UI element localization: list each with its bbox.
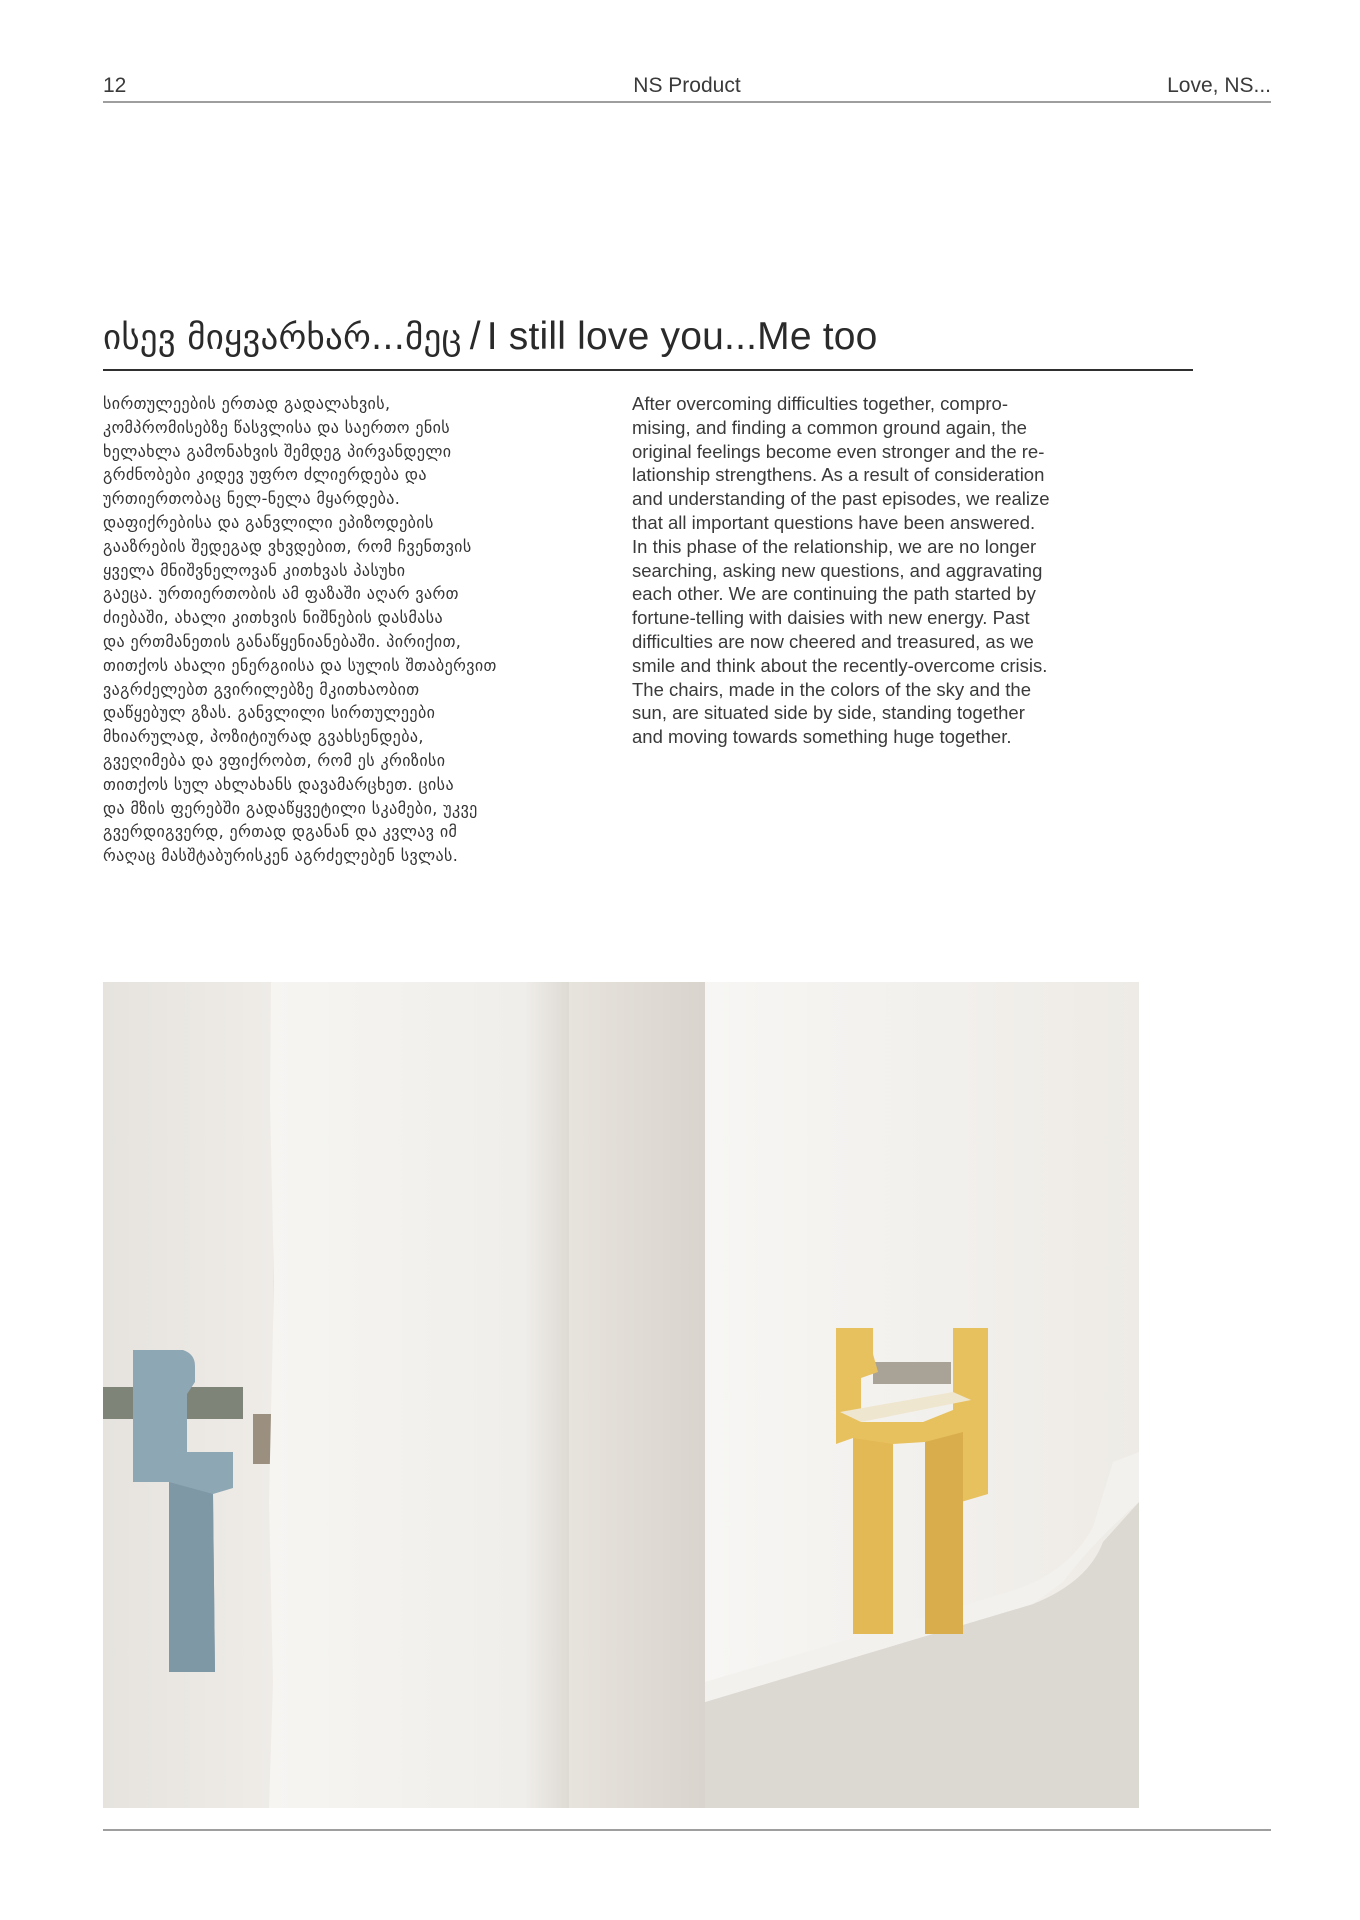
english-text-line: searching, asking new questions, and aggravating <box>632 559 1043 581</box>
georgian-text-line: რაღაც მასშტაბურისკენ აგრძელებენ სვლას. <box>103 846 459 866</box>
title-georgian: ისევ მიყვარხარ...მეც <box>103 318 462 358</box>
english-text-line: difficulties are now cheered and treasured, as we <box>632 630 1034 652</box>
english-text-line: After overcoming difficulties together, compro- <box>632 393 1008 414</box>
georgian-text-line: სირთულეების ერთად გადალახვის, <box>103 394 391 413</box>
header-rule <box>103 101 1271 103</box>
georgian-text-line: კომპრომისებზე წასვლისა და საერთო ენის <box>103 417 451 437</box>
georgian-text-line: და მზის ფერებში გადაწყვეტილი სკამები, უკვე <box>103 798 478 818</box>
georgian-text-line: გვეღიმება და ვფიქრობთ, რომ ეს კრიზისი <box>103 750 446 770</box>
title-separator: / <box>469 315 481 358</box>
english-text-line: lationship strengthens. As a result of consideration <box>632 464 1045 486</box>
english-text-line: each other. We are continuing the path started by <box>632 583 1036 605</box>
middle-pillar <box>569 982 705 1808</box>
english-text-line: that all important questions have been answered. <box>632 511 1036 533</box>
title-english: I still love you...Me too <box>486 315 878 358</box>
english-text-line: original feelings become even stronger and the re- <box>632 440 1045 462</box>
article-title <box>103 315 878 359</box>
georgian-text-line: დაწყებულ გზას. განვლილი სირთულეები <box>103 703 436 723</box>
english-text-line: sun, are situated side by side, standing together <box>632 702 1025 724</box>
page-number: 12 <box>103 74 127 97</box>
english-text-line: and moving towards something huge together. <box>632 726 1012 748</box>
english-text-line: In this phase of the relationship, we are no longer <box>632 535 1037 557</box>
publication-name: NS Product <box>633 74 741 97</box>
georgian-text-line: ძიებაში, ახალი კითხვის ნიშნების დასმასა <box>103 608 444 628</box>
english-text-line: and understanding of the past episodes, we realize <box>632 488 1050 510</box>
georgian-text-line: გვერდიგვერდ, ერთად დგანან და კვლავ იმ <box>103 822 458 842</box>
georgian-text-line: ვაგრძელებთ გვირილებზე მკითხაობით <box>103 679 420 699</box>
georgian-text-column <box>103 392 613 868</box>
english-text-column <box>632 392 1132 749</box>
header-slogan: Love, NS... <box>1167 74 1271 97</box>
english-text-line: fortune-telling with daisies with new energy. Past <box>632 607 1030 629</box>
english-text-line: mising, and finding a common ground again, the <box>632 416 1027 438</box>
georgian-text-line: და ერთმანეთის განაწყენიანებაში. პირიქით, <box>103 631 462 651</box>
georgian-text-line: მხიარულად, პოზიტიურად გვახსენდება, <box>103 727 424 747</box>
georgian-text-line: თითქოს ახალი ენერგიისა და სულის შთაბერვით <box>103 655 497 675</box>
chairs-photo <box>103 982 1139 1808</box>
georgian-text-line: დაფიქრებისა და განვლილი ეპიზოდების <box>103 512 434 532</box>
english-text-line: The chairs, made in the colors of the sky and the <box>632 678 1031 700</box>
georgian-text-line: ხელახლა გამონახვის შემდეგ პირვანდელი <box>103 441 452 461</box>
georgian-text-line: ურთიერთობაც ნელ-ნელა მყარდება. <box>103 489 401 509</box>
georgian-text-line: გაეცა. ურთიერთობის ამ ფაზაში აღარ ვართ <box>103 584 459 604</box>
title-rule <box>103 369 1193 371</box>
georgian-text-line: თითქოს სულ ახლახანს დავამარცხეთ. ცისა <box>103 774 454 794</box>
georgian-text-line: გრძნობები კიდევ უფრო ძლიერდება და <box>103 465 427 485</box>
footer-rule <box>103 1829 1271 1831</box>
chairs-illustration <box>103 982 1139 1808</box>
front-pillar <box>269 982 569 1808</box>
georgian-text-line: გააზრების შედეგად ვხვდებით, რომ ჩვენთვის <box>103 536 472 556</box>
georgian-text-line: ყველა მნიშვნელოვან კითხვას პასუხი <box>103 560 406 580</box>
english-text-line: smile and think about the recently-overcome crisis. <box>632 654 1048 676</box>
